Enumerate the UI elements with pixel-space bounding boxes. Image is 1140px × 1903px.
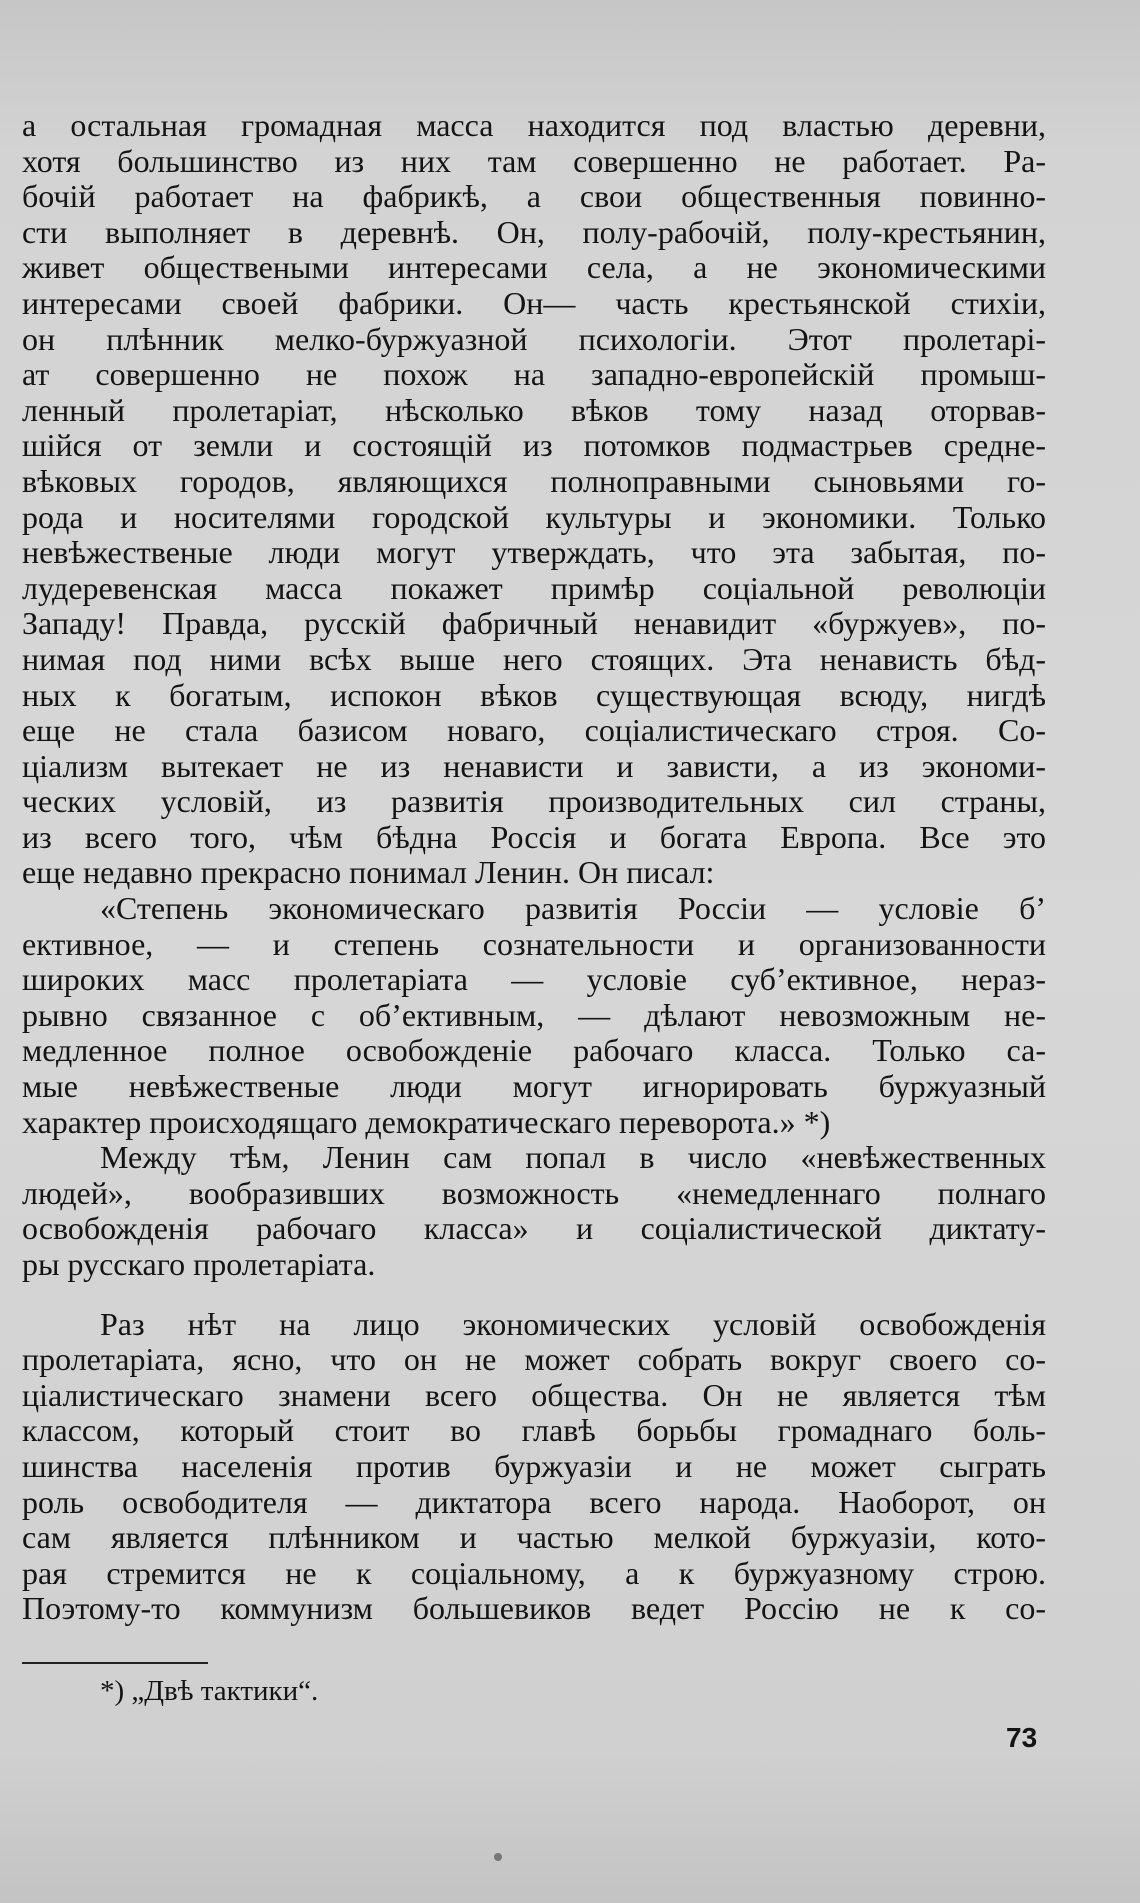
print-speck [494, 1853, 502, 1861]
text-line: роль освободителя — диктатора всего народа. Наоборот, он [22, 1483, 1046, 1520]
text-line: ных к богатым, испокон вѣков существующая всюду, нигдѣ [22, 676, 1046, 713]
text-line: ат совершенно не похож на западно-европейскій промыш- [22, 356, 1046, 393]
text-line: классом, который стоит во главѣ борьбы громаднаго боль- [22, 1412, 1046, 1449]
text-line: ективное, — и степень сознательности и организованности [22, 925, 1046, 962]
body-text [22, 108, 1046, 1627]
text-line: рода и носителями городской культуры и экономики. Только [22, 498, 1046, 535]
text-line: широких масс пролетаріата — условіе суб’ективное, нераз- [22, 961, 1046, 998]
text-line: мые невѣжественые люди могут игнорировать буржуазный [22, 1068, 1046, 1105]
text-line: ры русскаго пролетаріата. [22, 1246, 376, 1282]
footnote-divider [22, 1662, 208, 1664]
text-line: шинства населенія против буржуазіи и не может сыграть [22, 1447, 1046, 1484]
text-line: ціализм вытекает не из ненависти и зависти, а из экономи- [22, 747, 1046, 784]
text-line: еще недавно прекрасно понимал Ленин. Он писал: [22, 854, 715, 891]
text-line: невѣжественые люди могут утверждать, что эта забытая, по- [22, 534, 1046, 571]
text-line: рывно связанное с об’ективным, — дѣлают невозможным не- [22, 996, 1046, 1033]
text-line: «Степень экономическаго развитія Россіи — условіе б’ [100, 890, 1046, 927]
text-line: Западу! Правда, русскій фабричный ненавидит «буржуев», по- [22, 605, 1046, 642]
text-line: из всего того, чѣм бѣдна Россія и богата Европа. Все это [22, 818, 1046, 855]
text-line: рая стремится не к соціальному, а к буржуазному строю. [22, 1554, 1046, 1591]
text-line: ленный пролетаріат, нѣсколько вѣков тому назад оторвав- [22, 391, 1046, 428]
text-line: он плѣнник мелко-буржуазной психологіи. Этот пролетарі- [22, 320, 1046, 357]
text-line: живет обществеными интересами села, а не экономическими [22, 249, 1046, 286]
text-line: хотя большинство из них там совершенно не работает. Ра- [22, 142, 1046, 179]
footnote: *) „Двѣ тактики“. [100, 1675, 319, 1707]
text-line: сти выполняет в деревнѣ. Он, полу-рабочій, полу-крестьянин, [22, 213, 1046, 250]
text-line: а остальная громадная масса находится под властью деревни, [22, 107, 1046, 143]
paragraph-gap [22, 1283, 1046, 1307]
text-line: Поэтому-то коммунизм большевиков ведет Россію не к со- [22, 1590, 1046, 1627]
page-number: 73 [1006, 1722, 1038, 1753]
text-line: сам является плѣнником и частью мелкой буржуазіи, кото- [22, 1519, 1046, 1556]
text-line: интересами своей фабрики. Он— часть крестьянской стихіи, [22, 284, 1046, 321]
text-line: нимая под ними всѣх выше него стоящих. Эта ненависть бѣд- [22, 640, 1046, 677]
text-line: пролетаріата, ясно, что он не может собрать вокруг своего со- [22, 1341, 1046, 1378]
text-line: людей», вообразивших возможность «немедленнаго полнаго [22, 1174, 1046, 1211]
text-line: освобожденія рабочаго класса» и соціалистической диктату- [22, 1210, 1046, 1247]
text-line: Раз нѣт на лицо экономических условій освобожденія [100, 1305, 1046, 1342]
text-line: ціалистическаго знамени всего общества. Он не является тѣм [22, 1376, 1046, 1413]
text-line: Между тѣм, Ленин сам попал в число «невѣжественных [100, 1139, 1046, 1176]
text-line: лудеревенская масса покажет примѣр соціальной революціи [22, 569, 1046, 606]
text-line: медленное полное освобожденіе рабочаго класса. Только са- [22, 1032, 1046, 1069]
text-line: характер происходящаго демократическаго переворота.» *) [22, 1103, 831, 1140]
text-line: шійся от земли и состоящій из потомков подмастрьев средне- [22, 427, 1046, 464]
text-line: вѣковых городов, являющихся полноправными сыновьями го- [22, 462, 1046, 499]
text-line: еще не стала базисом новаго, соціалистическаго строя. Со- [22, 712, 1046, 749]
text-line: бочій работает на фабрикѣ, а свои общественныя повинно- [22, 178, 1046, 215]
text-line: ческих условій, из развитія производительных сил страны, [22, 783, 1046, 820]
